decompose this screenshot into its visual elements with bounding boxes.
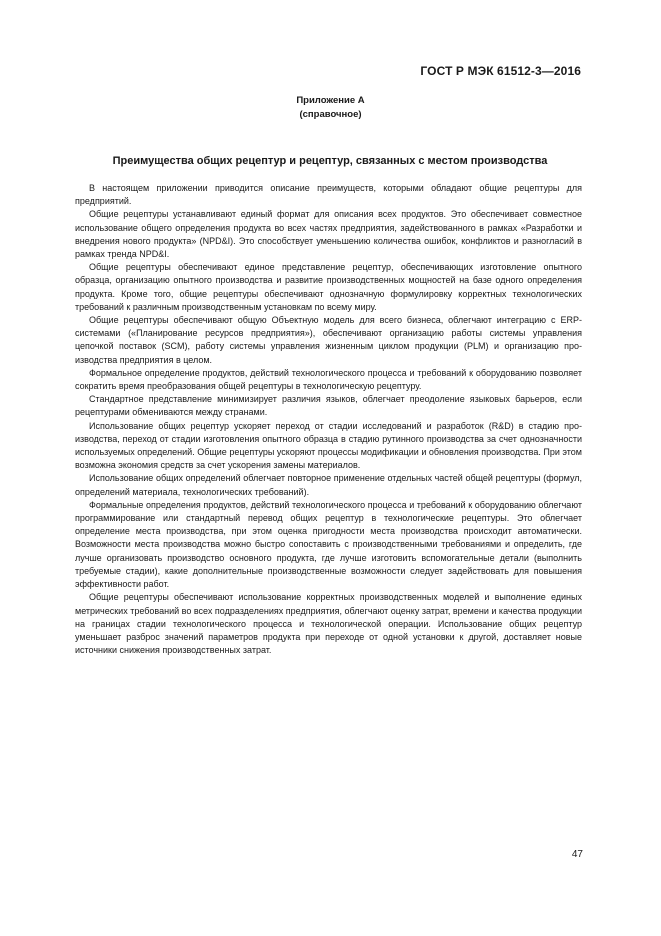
paragraph: Стандартное представление минимизирует различия языков, облегчает преодоление языковых барьеров, если рецептурами обмениваются между странами. [75,394,582,418]
paragraph: Общие рецептуры обеспечивают использование корректных производственных моделей и выполнение единых метрических требований во всех подразделениях предприятия, облегчают оценку затрат, времени и качества продукции на границах стадии технологического процесса и технологической операции. Использование общих рецептур уменьшает разброс значений параметров продукта при переходе от одной установки к другой, доставляет новые источники снижения производственных затрат. [75,592,582,656]
paragraph: Общие рецептуры обеспечивают единое представление рецептур, обеспечивающих изготовление опытного образца, организацию опытного производства и развитие производственных мощностей на базе одного определения продукта. Кроме того, общие рецептуры обеспечивают однозначную формулировку корректных технологических требований к различным производственным установкам по всему миру. [75,262,582,312]
appendix-heading [0,94,661,122]
body-text [75,182,582,657]
page-number: 47 [571,849,583,860]
paragraph: Формальное определение продуктов, действий технологического процесса и требований к оборудованию позволяет сократить время преобразования общей рецептуры в технологическую рецептуру. [75,367,582,392]
paragraph: Общие рецептуры устанавливают единый формат для описания всех продуктов. Это обеспечивает совместное использование общего определения продукта во всех частях предприятия, задействованного в рамках «Разработки и внедрения нового продукта» (NPD&I). Это способствует уменьшению количества ошибок, конфликтов и разногласий в рамках тренда NPD&I. [75,209,582,260]
paragraph: В настоящем приложении приводится описание преимуществ, которыми обладают общие рецептуры для предприятий. [75,183,582,207]
paragraph: Формальные определения продуктов, действий технологического процесса и требований к оборудованию облегчают программирование или стандартный перевод общих рецептур в технологические рецептуры. Это облегчает определение места производства, при этом оценка пригодности места производства происходит автоматически. Возможности места производства можно быстро сопоставить с производственными требованиями и определить, где лучше организовать производство основного продукта, где лучше изготовить вспомогательные детали (выполнить требуемые стадии), какие дополнительные производственные возможности следует задействовать для повышения эффективности работ. [75,499,582,590]
paragraph: Использование общих определений облегчает повторное применение отдельных частей общей рецептуры (формул, определений материала, технологических требований). [75,473,582,497]
appendix-label: Приложение А [296,95,365,106]
section-title: Преимущества общих рецептур и рецептур, связанных с местом производства [112,155,548,167]
paragraph: Использование общих рецептур ускоряет переход от стадии исследований и разработок (R&D) в стадию производства, переход от стадии изготовления опытного образца в стадию рутинного производства за счет однозначности используемых определений. Общие рецептуры ускоряют процессы модификации и обновления производства. При этом возможна экономия средств за счет ускорения замены материалов. [75,420,582,471]
appendix-type: (справочное) [299,109,362,120]
standard-designation: ГОСТ Р МЭК 61512-3—2016 [420,64,581,78]
paragraph: Общие рецептуры обеспечивают общую Объектную модель для всего бизнеса, облегчают интеграцию с ERP-системами («Планирование ресурсов предприятия»), обеспечивают организацию работы системы управления цепочкой поставок (SCM), работу системы управления жизненным циклом продукции (PLM) и организацию производства предприятия в целом. [75,315,582,365]
